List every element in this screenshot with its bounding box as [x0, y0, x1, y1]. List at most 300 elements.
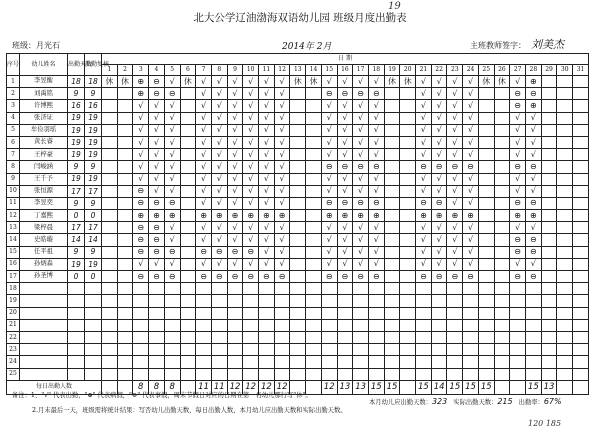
attendance-mark: √ [431, 100, 447, 112]
attendance-mark [290, 149, 306, 161]
attendance-mark: √ [447, 88, 463, 100]
attendance-mark [525, 344, 541, 356]
attend-days [68, 356, 85, 368]
attendance-mark [494, 344, 510, 356]
attendance-mark [274, 331, 290, 343]
attendance-mark [541, 344, 557, 356]
attendance-mark: √ [337, 222, 353, 234]
attendance-mark: √ [321, 173, 337, 185]
row-seq: 25 [7, 368, 20, 380]
attendance-mark [541, 185, 557, 197]
attendance-mark: √ [463, 124, 479, 136]
attendance-mark: √ [447, 112, 463, 124]
attendance-mark [384, 197, 400, 209]
attendance-mark [494, 185, 510, 197]
table-row [7, 124, 589, 136]
day-number: 15 [321, 65, 337, 76]
attendance-mark [557, 356, 573, 368]
day-number: 5 [164, 65, 180, 76]
row-seq: 23 [7, 344, 20, 356]
attendance-mark: √ [416, 173, 432, 185]
attendance-mark: √ [164, 100, 180, 112]
attendance-mark: 休 [494, 76, 510, 88]
attendance-mark [573, 149, 589, 161]
attendance-mark [102, 124, 118, 136]
attendance-mark [573, 136, 589, 148]
attendance-mark: ⊕ [337, 210, 353, 222]
attendance-mark: √ [525, 185, 541, 197]
table-row [7, 100, 589, 112]
row-seq: 18 [7, 283, 20, 295]
attendance-mark [290, 161, 306, 173]
attendance-mark [557, 258, 573, 270]
attend-days: 19 [68, 173, 85, 185]
attendance-mark: √ [211, 100, 227, 112]
attendance-mark: √ [196, 149, 212, 161]
attendance-mark: √ [211, 88, 227, 100]
attendance-mark [557, 222, 573, 234]
attendance-mark [133, 344, 149, 356]
attendance-mark [133, 295, 149, 307]
child-name: 王千予 [20, 173, 68, 185]
attendance-mark [290, 88, 306, 100]
attendance-mark [541, 271, 557, 283]
attend-review: 0 [85, 210, 102, 222]
attendance-mark [384, 271, 400, 283]
attendance-mark [290, 112, 306, 124]
attendance-mark: √ [259, 100, 275, 112]
attendance-mark: √ [416, 136, 432, 148]
attendance-mark: ⊖ [510, 100, 526, 112]
attendance-mark [573, 197, 589, 209]
attendance-mark [290, 173, 306, 185]
attendance-mark [368, 331, 384, 343]
attendance-mark: √ [196, 76, 212, 88]
attendance-mark [463, 283, 479, 295]
attendance-mark [227, 283, 243, 295]
attendance-mark: √ [259, 197, 275, 209]
attendance-mark: √ [149, 124, 165, 136]
attendance-mark [541, 356, 557, 368]
attend-review: 19 [85, 258, 102, 270]
attendance-mark [117, 185, 133, 197]
attendance-mark: 休 [400, 76, 416, 88]
attendance-mark: √ [463, 112, 479, 124]
attendance-mark: √ [227, 136, 243, 148]
attendance-mark [478, 258, 494, 270]
attendance-mark: √ [368, 258, 384, 270]
attendance-mark [196, 283, 212, 295]
attendance-mark [102, 258, 118, 270]
table-row [7, 197, 589, 209]
attendance-mark [494, 271, 510, 283]
attendance-mark: ⊖ [368, 197, 384, 209]
child-name [20, 319, 68, 331]
attendance-mark [211, 319, 227, 331]
attendance-mark: √ [525, 112, 541, 124]
attendance-mark: √ [463, 76, 479, 88]
attendance-mark [196, 295, 212, 307]
day-number: 16 [337, 65, 353, 76]
attendance-mark: √ [196, 185, 212, 197]
attendance-mark: √ [243, 161, 259, 173]
attendance-mark: √ [525, 149, 541, 161]
attendance-mark [541, 112, 557, 124]
table-row [7, 234, 589, 246]
expected-days-value: 323 [431, 397, 448, 406]
attendance-mark: √ [447, 197, 463, 209]
row-seq: 5 [7, 124, 20, 136]
attendance-mark [541, 222, 557, 234]
attendance-mark [164, 307, 180, 319]
attendance-mark: √ [416, 185, 432, 197]
attendance-mark: ⊖ [431, 161, 447, 173]
attendance-mark: √ [321, 234, 337, 246]
attendance-mark [306, 88, 322, 100]
attendance-mark: √ [353, 246, 369, 258]
day-number: 30 [557, 65, 573, 76]
attendance-mark: ⊕ [133, 210, 149, 222]
attendance-mark [384, 136, 400, 148]
attendance-mark [478, 173, 494, 185]
attendance-mark [117, 197, 133, 209]
attendance-mark [306, 258, 322, 270]
attendance-mark [494, 222, 510, 234]
daily-total: 11 [211, 380, 227, 394]
attendance-mark: ⊕ [211, 210, 227, 222]
attendance-mark: √ [164, 136, 180, 148]
attendance-mark: √ [337, 185, 353, 197]
attendance-mark [573, 258, 589, 270]
day-number: 29 [541, 65, 557, 76]
attendance-mark [557, 197, 573, 209]
attendance-mark [149, 283, 165, 295]
attendance-mark: √ [164, 161, 180, 173]
attendance-mark [400, 368, 416, 380]
attend-days: 17 [68, 185, 85, 197]
attendance-mark [384, 331, 400, 343]
attendance-mark: ⊖ [149, 76, 165, 88]
attendance-rate-label: 出勤率： [518, 399, 544, 406]
attendance-mark: ⊕ [133, 88, 149, 100]
attendance-mark [337, 344, 353, 356]
attendance-mark [541, 197, 557, 209]
header-attend-review: 出勤复核 [85, 54, 102, 76]
attendance-mark: 休 [384, 76, 400, 88]
attendance-mark: √ [274, 258, 290, 270]
row-seq: 2 [7, 88, 20, 100]
attendance-mark [117, 173, 133, 185]
attendance-mark [164, 331, 180, 343]
attendance-mark: √ [133, 161, 149, 173]
daily-total: 15 [416, 380, 432, 394]
attendance-mark [102, 234, 118, 246]
attendance-mark [227, 319, 243, 331]
attendance-mark [102, 307, 118, 319]
footer-handwritten-numbers: 120 185 [528, 419, 562, 428]
attendance-mark: √ [321, 258, 337, 270]
attendance-mark: ⊕ [431, 210, 447, 222]
attendance-mark [400, 356, 416, 368]
attend-days: 19 [68, 136, 85, 148]
attendance-mark: ⊖ [196, 246, 212, 258]
attendance-mark: ⊕ [149, 210, 165, 222]
day-number: 19 [384, 65, 400, 76]
attend-days: 19 [68, 258, 85, 270]
row-seq: 16 [7, 258, 20, 270]
child-name: 牟俭羽瑶 [20, 124, 68, 136]
attendance-mark [384, 295, 400, 307]
attendance-mark [447, 344, 463, 356]
attendance-mark [274, 356, 290, 368]
attendance-mark [525, 283, 541, 295]
attendance-mark: ⊖ [525, 197, 541, 209]
attendance-mark [431, 295, 447, 307]
attendance-mark: √ [463, 149, 479, 161]
attendance-mark: √ [525, 222, 541, 234]
attend-days [68, 331, 85, 343]
attendance-mark [541, 368, 557, 380]
child-name: 李昱奕 [20, 197, 68, 209]
attendance-mark [557, 283, 573, 295]
attendance-mark [510, 331, 526, 343]
attendance-mark [541, 234, 557, 246]
attendance-mark [494, 136, 510, 148]
attendance-mark [102, 356, 118, 368]
attendance-mark [573, 246, 589, 258]
attendance-mark [164, 295, 180, 307]
attendance-mark [557, 76, 573, 88]
attendance-mark: √ [259, 136, 275, 148]
attendance-mark [290, 356, 306, 368]
attendance-mark [102, 112, 118, 124]
attendance-mark [196, 356, 212, 368]
attendance-mark [384, 307, 400, 319]
attendance-mark [478, 136, 494, 148]
attendance-mark: √ [196, 88, 212, 100]
attendance-mark: ⊖ [510, 271, 526, 283]
attendance-mark: √ [211, 258, 227, 270]
attendance-mark: √ [463, 173, 479, 185]
daily-total: 15 [384, 380, 400, 394]
row-seq: 1 [7, 76, 20, 88]
attendance-mark: √ [164, 258, 180, 270]
header-seq: 序号 [7, 54, 20, 76]
attendance-mark [400, 136, 416, 148]
attendance-mark: √ [353, 76, 369, 88]
attendance-mark [368, 344, 384, 356]
attendance-mark [259, 356, 275, 368]
attendance-mark [557, 331, 573, 343]
attendance-mark: √ [133, 149, 149, 161]
attendance-mark [478, 197, 494, 209]
attendance-mark [290, 100, 306, 112]
attend-review: 19 [85, 124, 102, 136]
attendance-mark [306, 331, 322, 343]
attendance-mark: ⊕ [243, 210, 259, 222]
attendance-mark: √ [243, 124, 259, 136]
attendance-mark [117, 368, 133, 380]
attendance-mark: √ [463, 222, 479, 234]
table-row [7, 173, 589, 185]
attendance-mark: √ [259, 124, 275, 136]
attendance-mark [478, 331, 494, 343]
attendance-mark: ⊖ [447, 161, 463, 173]
child-name [20, 307, 68, 319]
attendance-mark [290, 258, 306, 270]
attendance-mark [290, 368, 306, 380]
attendance-mark: ⊖ [525, 161, 541, 173]
attendance-mark: √ [259, 258, 275, 270]
attendance-mark: ⊕ [368, 210, 384, 222]
attendance-mark [431, 331, 447, 343]
attendance-mark: √ [431, 234, 447, 246]
attendance-mark [573, 295, 589, 307]
attendance-mark: √ [227, 161, 243, 173]
attendance-mark [102, 210, 118, 222]
table-row [7, 185, 589, 197]
daily-total: 13 [337, 380, 353, 394]
attendance-mark [478, 307, 494, 319]
attendance-mark: √ [447, 100, 463, 112]
attendance-mark: ⊕ [164, 210, 180, 222]
attendance-mark: √ [149, 173, 165, 185]
attendance-mark: ⊖ [133, 234, 149, 246]
day-number: 13 [290, 65, 306, 76]
attendance-mark [573, 222, 589, 234]
attendance-mark [196, 368, 212, 380]
table-row [7, 88, 589, 100]
attendance-mark: √ [463, 234, 479, 246]
attendance-mark: ⊖ [274, 271, 290, 283]
table-row [7, 283, 589, 295]
attendance-mark: 休 [478, 76, 494, 88]
attendance-mark: √ [243, 173, 259, 185]
attendance-mark: ⊖ [164, 88, 180, 100]
attendance-mark [306, 124, 322, 136]
attendance-mark: ⊖ [463, 271, 479, 283]
attendance-mark [400, 258, 416, 270]
attendance-mark: √ [337, 173, 353, 185]
attendance-mark [400, 88, 416, 100]
attendance-mark [180, 319, 196, 331]
attendance-mark: √ [525, 173, 541, 185]
attendance-mark: √ [133, 173, 149, 185]
attendance-mark: √ [368, 149, 384, 161]
attendance-mark: √ [510, 258, 526, 270]
attendance-mark [400, 295, 416, 307]
attendance-mark [416, 331, 432, 343]
attendance-mark [117, 149, 133, 161]
attendance-mark [494, 173, 510, 185]
attendance-mark: √ [510, 112, 526, 124]
attendance-mark [368, 295, 384, 307]
attend-days: 9 [68, 88, 85, 100]
attendance-mark: 休 [180, 76, 196, 88]
attendance-mark [211, 295, 227, 307]
row-seq: 22 [7, 331, 20, 343]
attendance-mark [149, 307, 165, 319]
attendance-mark [400, 246, 416, 258]
attendance-mark [274, 307, 290, 319]
attendance-mark: √ [368, 136, 384, 148]
attendance-mark [180, 246, 196, 258]
table-row [7, 331, 589, 343]
attendance-mark [290, 124, 306, 136]
day-number: 10 [243, 65, 259, 76]
attendance-mark [180, 331, 196, 343]
attendance-mark: ⊕ [321, 210, 337, 222]
day-number: 27 [510, 65, 526, 76]
attend-review: 19 [85, 112, 102, 124]
attendance-mark [117, 295, 133, 307]
daily-total: 15 [525, 380, 541, 394]
attendance-mark: √ [259, 222, 275, 234]
attendance-mark: ⊖ [149, 271, 165, 283]
attendance-mark [321, 319, 337, 331]
attendance-mark: √ [259, 173, 275, 185]
attendance-mark [494, 100, 510, 112]
attend-days [68, 283, 85, 295]
attendance-mark: √ [211, 76, 227, 88]
attendance-mark [416, 283, 432, 295]
attendance-mark: √ [196, 124, 212, 136]
attendance-mark [416, 319, 432, 331]
attendance-mark: ⊖ [133, 197, 149, 209]
attendance-mark: ⊖ [337, 271, 353, 283]
attendance-mark: 休 [102, 76, 118, 88]
attendance-mark: ⊕ [353, 210, 369, 222]
attendance-mark [557, 246, 573, 258]
attendance-mark: ⊖ [211, 271, 227, 283]
attend-days [68, 344, 85, 356]
actual-days-label: 实际出勤天数： [453, 399, 498, 406]
attend-days: 19 [68, 149, 85, 161]
attendance-mark [180, 149, 196, 161]
attendance-mark: ⊖ [149, 222, 165, 234]
attendance-mark [573, 319, 589, 331]
attend-days [68, 368, 85, 380]
attendance-mark: ⊕ [510, 210, 526, 222]
attendance-mark [400, 112, 416, 124]
day-number: 24 [463, 65, 479, 76]
attendance-mark [447, 368, 463, 380]
attend-days: 16 [68, 100, 85, 112]
daily-total: 14 [431, 380, 447, 394]
attendance-mark [525, 368, 541, 380]
attendance-mark [306, 100, 322, 112]
attendance-mark: √ [510, 76, 526, 88]
attendance-mark [416, 307, 432, 319]
attend-review [85, 307, 102, 319]
attendance-mark [384, 222, 400, 234]
attendance-mark [368, 368, 384, 380]
attendance-mark [321, 283, 337, 295]
table-row [7, 136, 589, 148]
attendance-mark: √ [431, 246, 447, 258]
attendance-mark: √ [416, 234, 432, 246]
attendance-mark [306, 368, 322, 380]
attendance-mark [431, 356, 447, 368]
attend-days: 17 [68, 222, 85, 234]
attendance-mark [337, 368, 353, 380]
note-line-2: 2.月末最后一天，班级需将统计结果：写否幼儿出勤天数，每日出勤人数，本月幼儿应出勤天数和实际出勤天数。 [32, 407, 347, 414]
attendance-mark [243, 368, 259, 380]
attendance-mark [557, 149, 573, 161]
attendance-mark [180, 344, 196, 356]
attendance-mark: ⊖ [133, 246, 149, 258]
attendance-mark [290, 344, 306, 356]
